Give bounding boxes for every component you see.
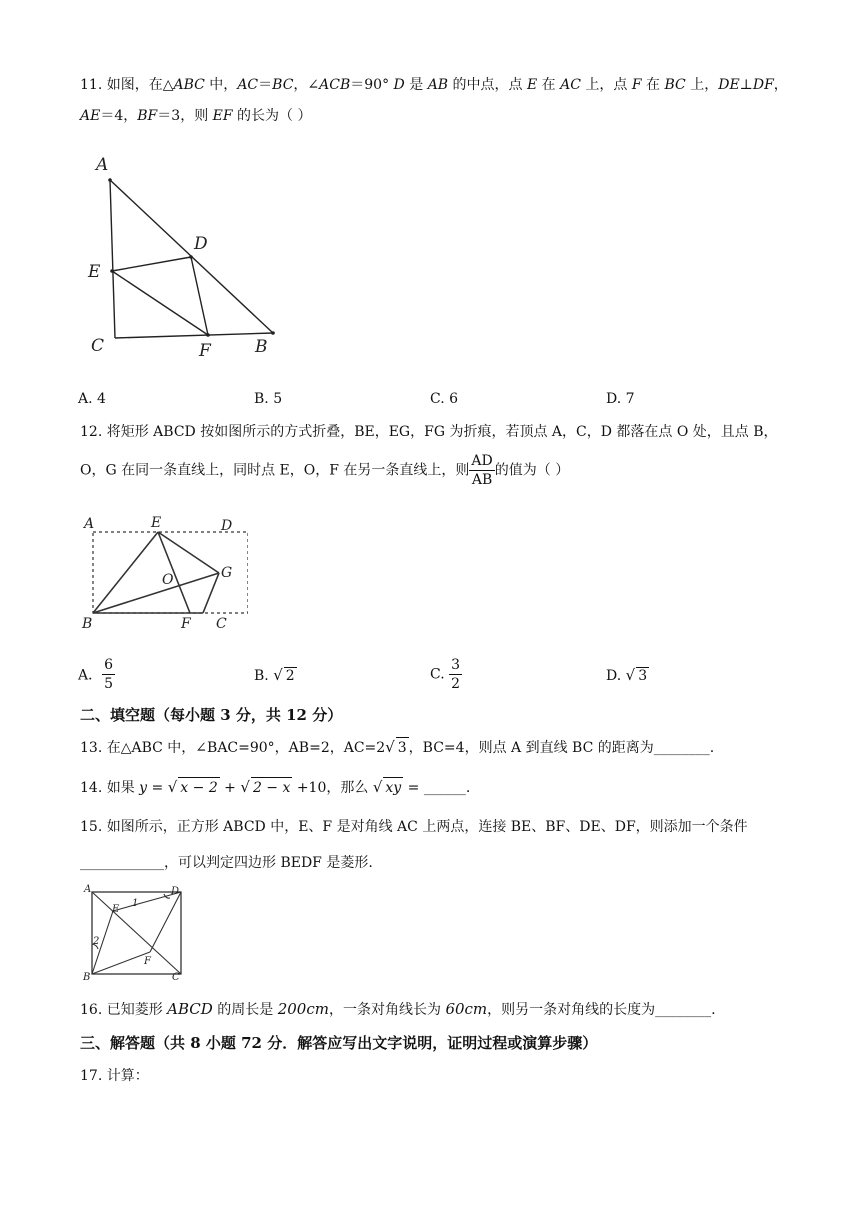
q12-label-e: E [151, 515, 162, 531]
q15-label-e: E [112, 904, 120, 915]
section-2-heading: 二、填空题（每小题 3 分，共 12 分） [80, 706, 343, 724]
q12-line1: 12. 将矩形 ABCD 按如图所示的方式折叠，BE，EG，FG 为折痕，若顶点 A，C，D 都落在点 O 处，且点 B， [80, 424, 778, 440]
q11-label-f: F [199, 341, 211, 361]
section-3-heading: 三、解答题（共 8 小题 72 分．解答应写出文字说明，证明过程或演算步骤） [80, 1034, 598, 1052]
q13: 13. 在△ABC 中，∠BAC=90°，AB=2，AC=2√ 3 ，BC=4，则点 A 到直线 BC 的距离为________. [80, 738, 715, 756]
q12-rectangle-figure [78, 512, 248, 637]
q11-option-a: A. 4 [78, 391, 106, 407]
q15-line1: 15. 如图所示，正方形 ABCD 中，E、F 是对角线 AC 上两点，连接 BE、BF、DE、DF，则添加一个条件 [80, 819, 748, 835]
q12-option-b: B. √ 2 [254, 666, 295, 684]
q11-label-a: A [96, 155, 109, 175]
q12-option-a: A． $\frac{6}{5}$ [78, 657, 114, 692]
q12-label-d: D [221, 518, 233, 534]
q12-label-b: B [82, 616, 93, 632]
q11-label-c: C [91, 336, 105, 356]
q11-line1: 11. 如图，在△ABC 中，AC＝BC，∠ACB＝90° D 是 AB 的中点，点 E 在 AC 上，点 F 在 BC 上，DE⊥DF， [80, 77, 788, 93]
q12-fraction: $\frac{AD}{AB}$ [471, 453, 493, 488]
q15-angle-2: 2 [93, 936, 100, 947]
q15-label-c: C [172, 972, 180, 982]
q15-label-a: A [84, 884, 92, 895]
q12-label-a: A [84, 516, 95, 532]
q11-label-d: D [194, 234, 208, 254]
q12-option-d: D. √ 3 [606, 666, 648, 684]
q15-angle-1: 1 [132, 898, 139, 909]
q12-option-c: C. $\frac{3}{2}$ [430, 657, 461, 692]
q12-label-o: O [162, 572, 174, 588]
q11-triangle-figure [80, 150, 290, 365]
q12-line2: O，G 在同一条直线上，同时点 E，O，F 在另一条直线上，则 $\frac{AD}{AB}$ 的值为（ ） [80, 453, 570, 488]
q14: 14. 如果 y = √ x − 2 + √ 2 − x +10，那么 √ xy = ______. [80, 778, 471, 796]
q17: 17. 计算： [80, 1068, 149, 1084]
q15-square-figure [80, 882, 190, 982]
q11-option-c: C. 6 [430, 391, 459, 407]
q15-label-f: F [144, 956, 151, 967]
q11-option-b: B. 5 [254, 391, 283, 407]
q12-label-f: F [181, 616, 191, 632]
q15-label-d: D [171, 886, 180, 897]
q11-label-b: B [255, 337, 268, 357]
q12-label-g: G [221, 565, 233, 581]
q11-option-d: D. 7 [606, 391, 635, 407]
q12-label-c: C [216, 616, 227, 632]
q11-line2: AE＝4，BF＝3，则 EF 的长为（ ） [80, 108, 312, 124]
q15-line2: ____________，可以判定四边形 BEDF 是菱形. [80, 855, 373, 871]
q15-label-b: B [83, 972, 91, 982]
q11-label-e: E [88, 262, 101, 282]
q16: 16. 已知菱形 ABCD 的周长是 200cm，一条对角线长为 60cm，则另一条对角线的长度为________. [80, 1000, 716, 1018]
